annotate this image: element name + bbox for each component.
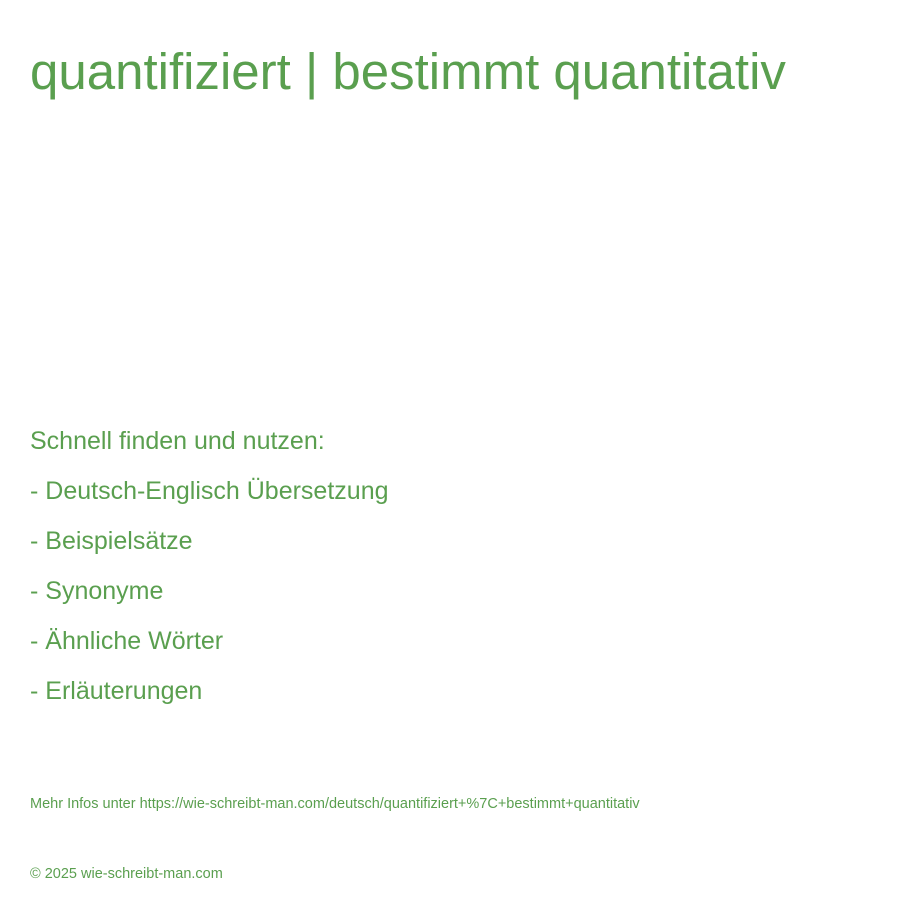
more-info-link[interactable]: https://wie-schreibt-man.com/deutsch/quantifiziert+%7C+bestimmt+quantitativ bbox=[139, 796, 640, 812]
feature-item-explanations: - Erläuterungen bbox=[30, 677, 203, 705]
page-title: quantifiziert | bestimmt quantitativ bbox=[30, 43, 786, 100]
copyright-notice: © 2025 wie-schreibt-man.com bbox=[30, 866, 223, 882]
features-list bbox=[30, 421, 389, 721]
more-info-line bbox=[30, 794, 640, 814]
feature-item-similar-words: - Ähnliche Wörter bbox=[30, 627, 224, 655]
feature-item-example-sentences: - Beispielsätze bbox=[30, 527, 193, 555]
more-info-prefix: Mehr Infos unter bbox=[30, 796, 140, 812]
feature-item-translation: - Deutsch-Englisch Übersetzung bbox=[30, 477, 389, 505]
feature-item-synonyms: - Synonyme bbox=[30, 577, 164, 605]
features-heading: Schnell finden und nutzen: bbox=[30, 427, 325, 455]
